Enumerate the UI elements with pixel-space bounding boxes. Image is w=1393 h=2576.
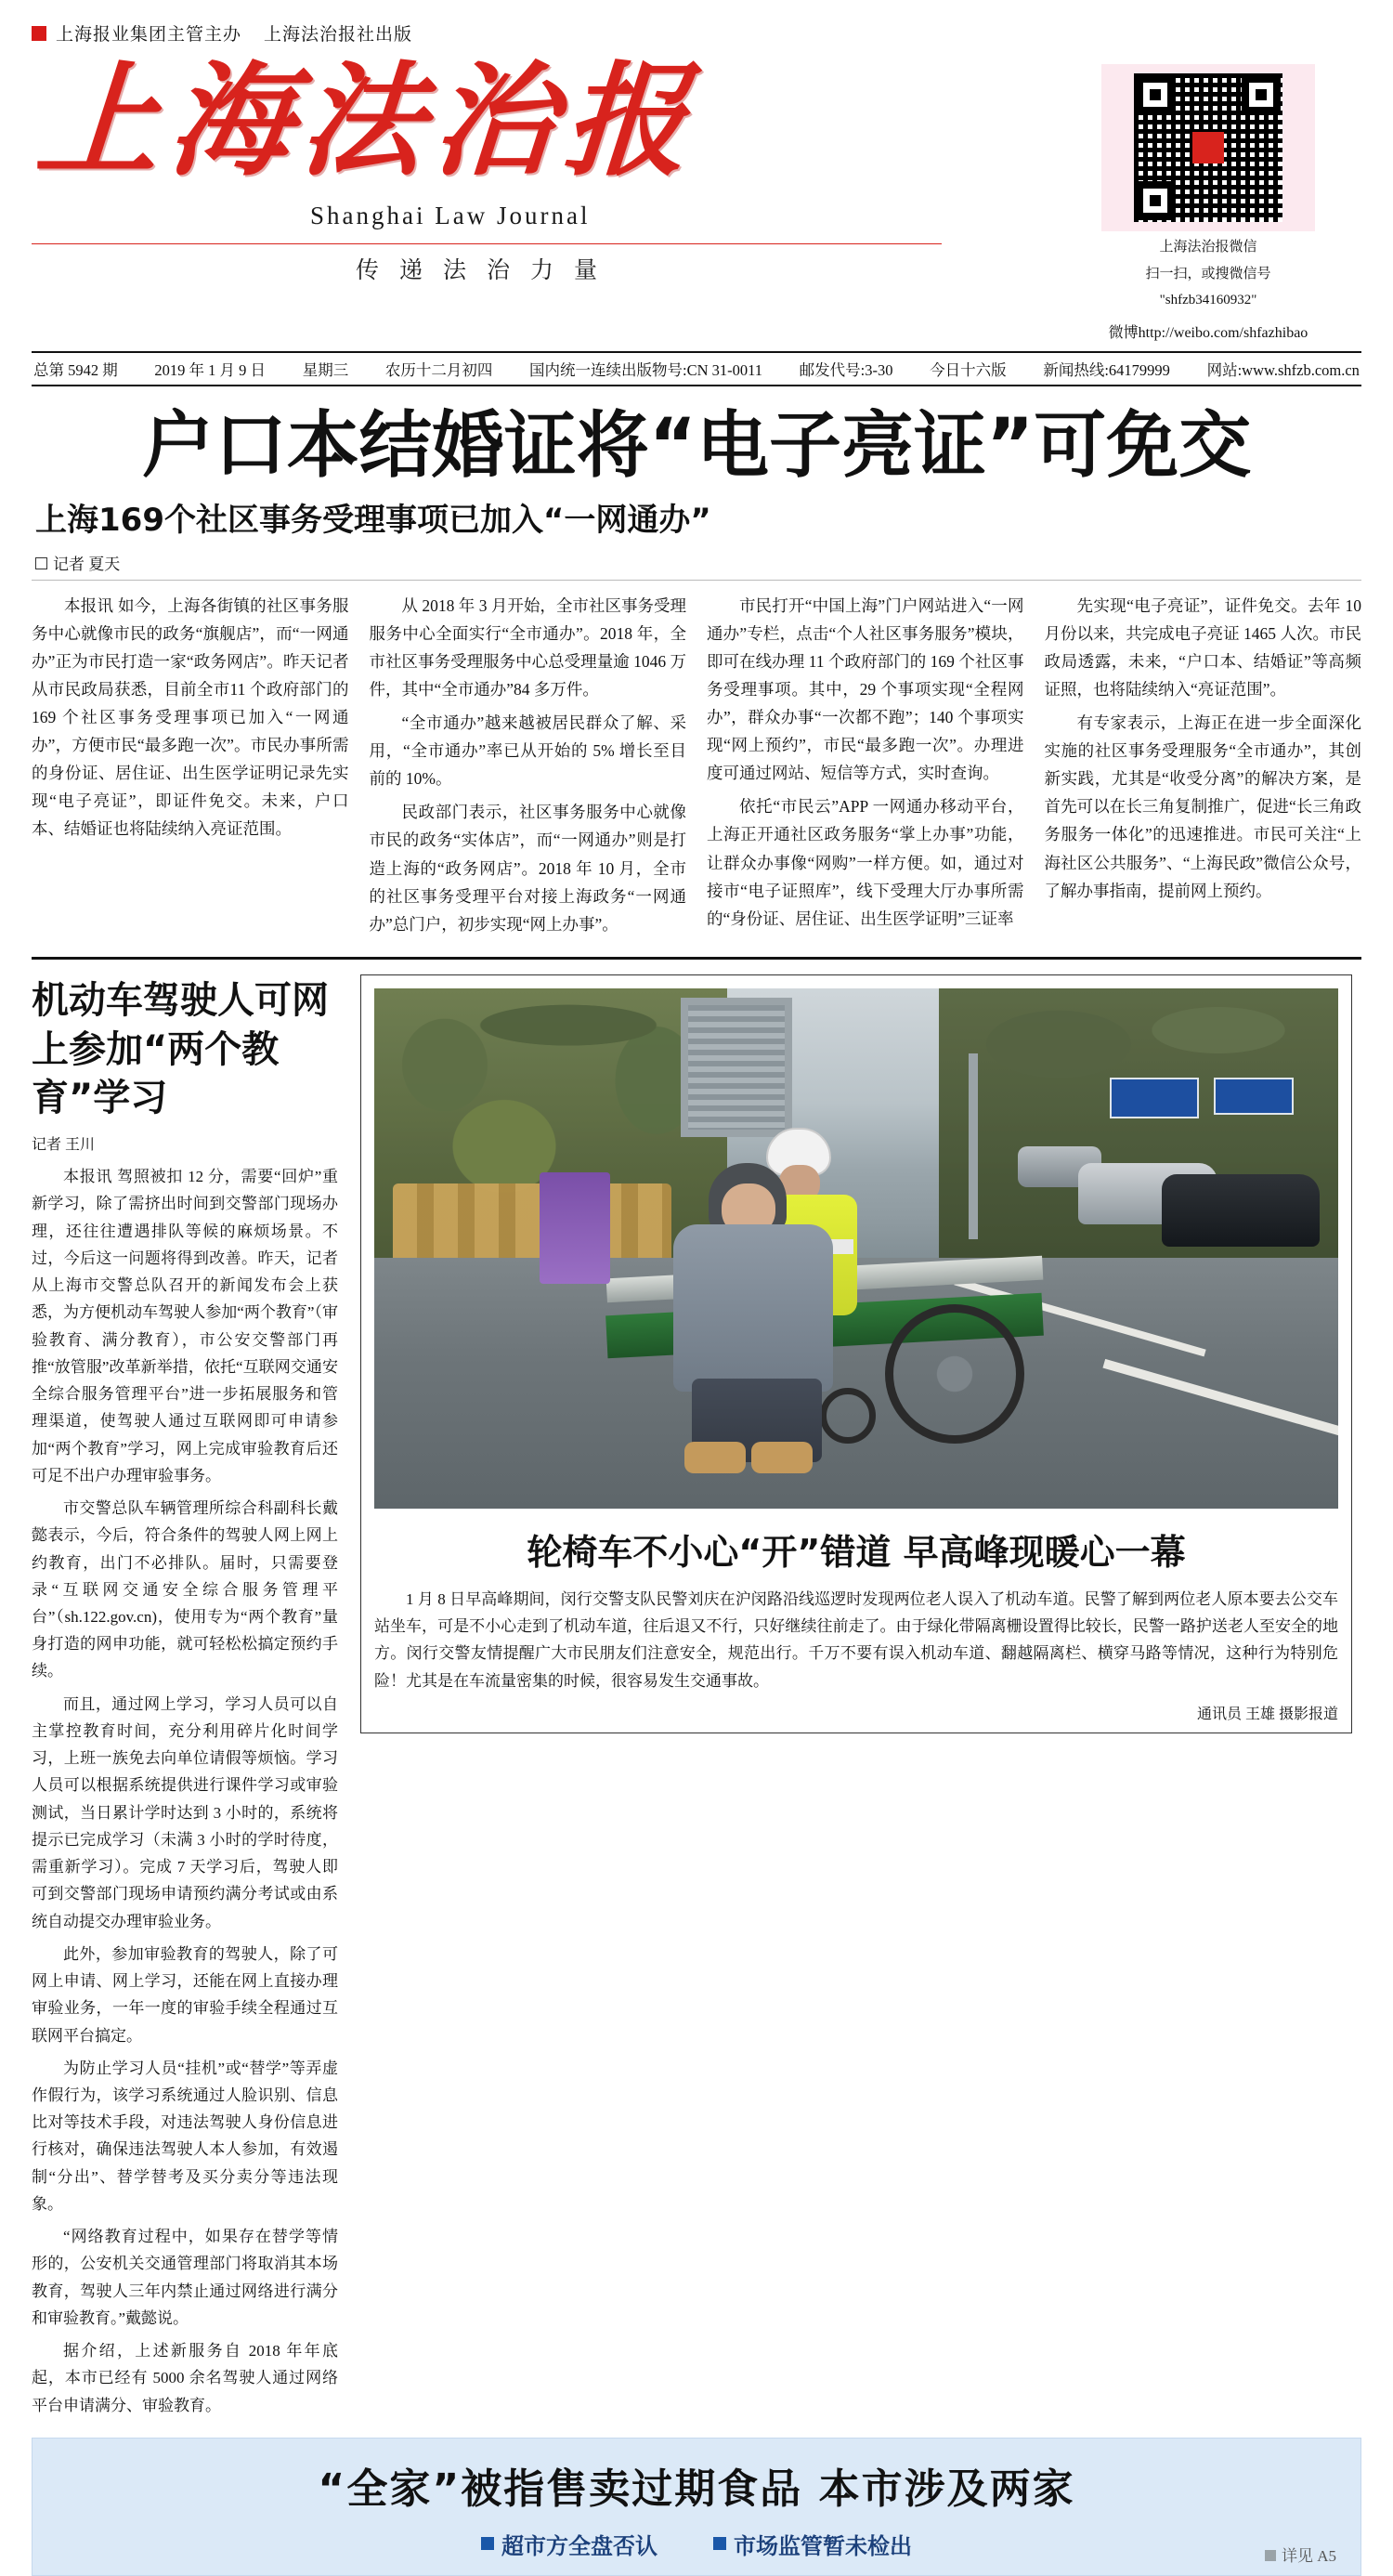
masthead-right (1055, 51, 1361, 342)
news-photo (374, 988, 1338, 1509)
qr-caption-line1: 上海法治报微信 (1159, 240, 1257, 255)
article-paragraph: 为防止学习人员“挂机”或“替学”等弄虚作假行为，该学习系统通过人脸识别、信息比对等技术手段，对违法驾驶人身份信息进行核对，确保违法驾驶人本人参加，有效遏制“分出”、替学替考及买分卖分等违法现象。 (32, 2059, 338, 2213)
qr-caption-line2: 扫一扫，或搜微信号 (1145, 266, 1271, 281)
blue-square-marker (481, 2537, 494, 2550)
newspaper-logo-cn: 上海法治报 (32, 49, 702, 193)
issue-info-line (32, 351, 1361, 386)
blue-square-marker (713, 2537, 726, 2550)
gray-square-marker (1265, 2550, 1276, 2561)
lower-section (32, 974, 1361, 2425)
lead-article-columns (32, 580, 1361, 944)
issue-number: 总第 5942 期 (33, 360, 118, 379)
news-hotline: 新闻热线:64179999 (1043, 360, 1170, 379)
top-masthead-bar (32, 0, 1361, 46)
bottom-sub-1 (481, 2528, 657, 2560)
lead-paragraph: 有专家表示，上海正在进一步全面深化实施的社区事务受理服务“全市通办”，其创新实践，尤其是“收受分离”的解决方案，是首先可以在长三角复制推广，促进“长三角政务服务一体化”的迅速推进。市民可关注“上海社区公共服务”、“上海民政”微信公众号，了解办事指南，提前网上预约。 (1044, 713, 1361, 900)
secondary-article-body (32, 1163, 338, 2419)
article-paragraph: 而且，通过网上学习，学习人员可以自主掌控教育时间，充分利用碎片化时间学习，上班一族免去向单位请假等烦恼。学习人员可以根据系统提供进行课件学习或审验测试，当日累计学时达到 3 小时的，系统将提示已完成学习（未满 3 小时的学时待度，需重新学习）。完成 7 天学习后，驾驶人即可到交警部门现场申请预约满分考试或由系统自动提交办理审验业务。 (32, 1694, 338, 1930)
article-paragraph: 市交警总队车辆管理所综合科副科长戴懿表示，今后，符合条件的驾驶人网上网上约教育，出门不必排队。届时，只需要登录“互联网交通安全综合服务管理平台”（sh.122.gov.cn)，使用专为“两个教育”量身打造的网申功能，就可轻松松搞定预约手续。 (32, 1499, 338, 1680)
bottom-banner-subtitles (57, 2528, 1336, 2560)
article-paragraph: 此外，参加审验教育的驾驶人，除了可网上申请、网上学习，还能在网上直接办理审验业务，一年一度的审验手续全程通过互联网平台搞定。 (32, 1944, 338, 2045)
photo-road-sign-1 (1214, 1078, 1294, 1115)
lead-paragraph: 市民打开“中国上海”门户网站进入“一网通办”专栏，点击“个人社区事务服务”模块，即可在线办理 11 个政府部门的 169 个社区事务受理事项。其中，29 个事项实现“全程网办”，群众办事“一次都不跑”；140 个事项实现“网上预约”，市民“最多跑一次”。办理进度可通过网站、短信等方式，实时查询。 (707, 595, 1024, 783)
masthead (32, 51, 1361, 342)
issue-date: 2019 年 1 月 9 日 (154, 360, 267, 379)
man-coat (673, 1224, 833, 1392)
lead-column-2 (370, 592, 687, 944)
man-shoe-left (684, 1442, 746, 1473)
photo-frame (360, 974, 1352, 1733)
lead-paragraph: 本报讯 如今，上海各街镇的社区事务服务中心就像市民的政务“旗舰店”，而“一网通办”正为市民打造一家“政务网店”。昨天记者从市民政局获悉，目前全市11 个政府部门的 169 个社区事务受理事项已加入“一网通办”，方便市民“最多跑一次”。市民办事所需的身份证、居住证、出生医学证明记录先实现“电子亮证”，即证件免交。未来，户口本、结婚证也将陆续纳入亮证范围。 (32, 595, 349, 839)
masthead-left (32, 51, 942, 289)
lead-column-1 (32, 592, 349, 944)
secondary-article-byline (32, 1132, 338, 1154)
sponsor-label: 上海报业集团主管主办 (56, 25, 242, 45)
website-url[interactable]: 网站:www.shfzb.com.cn (1206, 360, 1360, 379)
lead-byline (35, 551, 1361, 574)
qr-caption-line3: "shfzb34160932" (1159, 293, 1257, 307)
weibo-link[interactable]: 微博http://weibo.com/shfazhibao (1108, 324, 1308, 341)
lead-subheadline: 上海169个社区事务受理事项已加入“一网通办” (35, 501, 711, 539)
issue-lunar-date: 农历十二月初四 (384, 360, 493, 379)
photo-caption-headline: 轮椅车不小心“开”错道 早高峰现暖心一幕 (527, 1531, 1186, 1573)
lead-paragraph: 依托“市民云”APP 一网通办移动平台，上海正开通社区政务服务“掌上办事”功能，让群众办事像“网购”一样方便。如，通过对接市“电子证照库”，线下受理大厅办事所需的“身份证、居住证、出生医学证明”三证率 (707, 797, 1024, 928)
bottom-banner-title: “全家”被指售卖过期食品 本市涉及两家 (318, 2465, 1075, 2513)
article-paragraph: “网络教育过程中，如果存在替学等情形的，公安机关交通管理部门将取消其本场教育，驾驶人三年内禁止通过网络进行满分和审验教育。”戴懿说。 (32, 2228, 338, 2327)
issue-cn-number: 国内统一连续出版物号:CN 31-0011 (529, 360, 763, 379)
secondary-byline-text: 记者 王川 (32, 1137, 96, 1154)
lead-byline-text: 记者 夏天 (53, 555, 121, 573)
bottom-sub-1-label: 超市方全盘否认 (501, 2532, 657, 2559)
issue-postal-code: 邮发代号:3-30 (799, 360, 893, 379)
qr-finder-tr (1242, 75, 1281, 114)
photo-purple-banner (540, 1172, 610, 1284)
wheelchair-large-wheel (885, 1304, 1024, 1444)
lead-paragraph: “全市通办”越来越被居民群众了解、采用，“全市通办”率已从开始的 5% 增长至目前的 10%。 (369, 713, 686, 789)
issue-page-count: 今日十六版 (930, 360, 1007, 379)
photo-road-sign-2 (1110, 1078, 1199, 1118)
article-paragraph: 据介绍，上述新服务自 2018 年年底起，本市已经有 5000 余名驾驶人通过网络平台申请满分、审验教育。 (32, 2342, 338, 2414)
wechat-qr-icon[interactable] (1134, 73, 1282, 222)
photo-caption-text: 1 月 8 日早高峰期间，闵行交警支队民警刘庆在沪闵路沿线巡逻时发现两位老人误入了机动车道。民警了解到两位老人原本要去公交车站坐车，可是不小心走到了机动车道，往后退又不行，只好继续往前走了。由于绿化带隔离栅设置得比较长，民警一路护送老人至安全的地方。闵行交警友情提醒广大市民朋友们注意安全，规范出行。千万不要有误入机动车道、翻越隔离栏、横穿马路等情况，这种行为特别危险！尤其是在车流量密集的时候，很容易发生交通事故。 (374, 1589, 1338, 1690)
lead-paragraph: 民政部门表示，社区事务服务中心就像市民的政务“实体店”，而“一网通办”则是打造上海的“政务网店”。2018 年 10 月，全市的社区事务受理平台对接上海政务“一网通办”总门户，初步实现“网上办事”。 (369, 803, 686, 934)
byline-box-icon (35, 557, 47, 569)
photo-story (360, 974, 1352, 2425)
masthead-slogan: 传递法治力量 (355, 257, 618, 283)
photo-building (681, 998, 792, 1137)
photo-elderly-man (653, 1163, 848, 1460)
publisher-label: 上海法治报社出版 (264, 25, 413, 45)
secondary-article-title: 机动车驾驶人可网上参加“两个教育”学习 (32, 978, 329, 1120)
see-page-reference[interactable] (1265, 2543, 1336, 2566)
qr-code-box (1101, 64, 1315, 231)
section-divider (32, 957, 1361, 960)
secondary-article (32, 974, 338, 2425)
lead-headline: 户口本结婚证将“电子亮证”可免交 (141, 403, 1252, 488)
see-page-label: 详见 A5 (1281, 2546, 1336, 2565)
lead-column-4 (1045, 592, 1362, 944)
bottom-promo-banner[interactable] (32, 2438, 1361, 2576)
lead-paragraph: 从 2018 年 3 月开始，全市社区事务受理服务中心全面实行“全市通办”。2018 年，全市社区事务受理服务中心总受理量逾 1046 万件，其中“全市通办”84 多万件。 (369, 595, 686, 700)
newspaper-logo-en: Shanghai Law Journal (310, 201, 591, 229)
article-paragraph: 本报讯 驾照被扣 12 分，需要“回炉”重新学习，除了需挤出时间到交警部门现场办理，还往往遭遇排队等候的麻烦场景。不过，今后这一问题将得到改善。昨天，记者从上海市交警总队召开的新闻发布会上获悉，为方便机动车驾驶人参加“两个教育”（审验教育、满分教育），市公安交警部门再推“放管服”改革新举措，依托“互联网交通安全综合服务管理平台”进一步拓展服务和管理渠道，使驾驶人通过互联网即可申请参加“两个教育”学习，网上完成审验教育后还可足不出户办理审验事务。 (32, 1168, 338, 1484)
bottom-sub-2-label: 市场监管暂未检出 (734, 2532, 912, 2559)
lead-paragraph: 先实现“电子亮证”，证件免交。去年 10 月份以来，共完成电子亮证 1465 人次。市民政局透露，未来，“户口本、结婚证”等高频证照，也将陆续纳入“亮证范围”。 (1044, 595, 1361, 700)
photo-light-pole (969, 1053, 978, 1239)
bottom-sub-2 (713, 2528, 912, 2560)
issue-weekday: 星期三 (302, 360, 349, 379)
photo-car-dark (1162, 1174, 1320, 1247)
qr-finder-tl (1136, 75, 1175, 114)
qr-finder-bl (1136, 181, 1175, 220)
lead-column-3 (707, 592, 1024, 944)
red-square-marker (32, 26, 46, 41)
photo-credit: 通讯员 王雄 摄影报道 (1196, 1706, 1338, 1722)
man-shoe-right (751, 1442, 813, 1473)
